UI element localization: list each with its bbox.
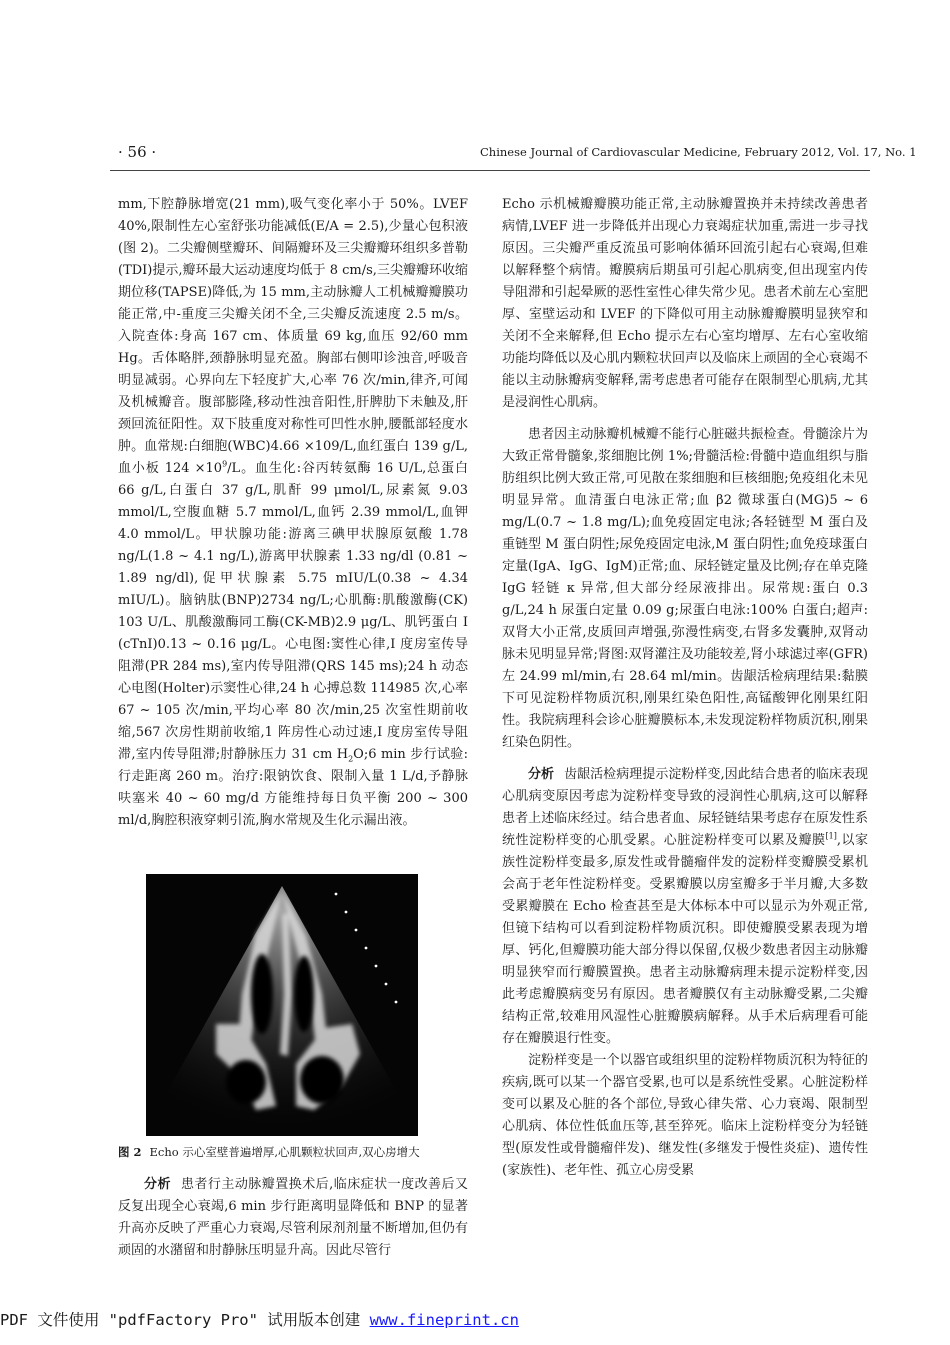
header-divider — [110, 170, 870, 171]
fineprint-link[interactable]: www.fineprint.cn — [369, 1311, 519, 1329]
pdf-watermark: PDF 文件使用 "pdfFactory Pro" 试用版本创建 www.fineprint.cn — [0, 1311, 519, 1329]
right-paragraph-2: 患者因主动脉瓣机械瓣不能行心脏磁共振检查。骨髓涂片为大致正常骨髓象,浆细胞比例 1%;骨髓活检:骨髓中造血组织与脂肪组织比例大致正常,可见散在浆细胞和巨核细胞;免疫组化未见明显异常。血清蛋白电泳正常;血 β2 微球蛋白(MG)5 ~ 6 mg/L(0.7 ~ 1.8 mg/L);血免疫固定电泳;各轻链型 M 蛋白及重链型 M 蛋白阴性;尿免疫固定电泳,M 蛋白阴性;血免疫球蛋白定量(IgA、IgG、IgM)正常;血、尿轻链定量及比例;存在单克隆 IgG 轻链 κ 异常,但大部分经尿液排出。尿常规:蛋白 0.3 g/L,24 h 尿蛋白定量 0.09 g;尿蛋白电泳:100% 白蛋白;超声:双肾大小正常,皮质回声增强,弥漫性病变,右肾多发囊肿,双肾动脉未见明显异常;肾图:双肾灌注及功能较差,肾小球滤过率(GFR)左 24.99 ml/min,右 28.64 ml/min。齿龈活检病理结果:黏膜下可见淀粉样物质沉积,刚果红染色阳性,高锰酸钾化刚果红阳性。我院病理科会诊心脏瓣膜标本,未发现淀粉样物质沉积,刚果红染色阴性。 — [502, 427, 868, 750]
right-paragraph-3: 分析 齿龈活检病理提示淀粉样变,因此结合患者的临床表现心肌病变原因考虑为淀粉样变导致的浸润性心肌病,这可以解释患者上述临床经过。结合患者血、尿轻链结果考虑存在原发性系统性淀粉样变的心肌受累。心脏淀粉样变可以累及瓣膜[1],以家族性淀粉样变最多,原发性或骨髓瘤伴发的淀粉样变瓣膜受累机会高于老年性淀粉样变。受累瓣膜以房室瓣多于半月瓣,大多数受累瓣膜在 Echo 检查甚至是大体标本中可以显示为外观正常,但镜下结构可以看到淀粉样物质沉积。即使瓣膜受累表现为增厚、钙化,但瓣膜功能大部分得以保留,仅极少数患者因主动脉瓣明显狭窄而行瓣膜置换。患者主动脉瓣病理未提示淀粉样变,因此考虑瓣膜病变另有原因。患者瓣膜仅有主动脉瓣受累,二尖瓣结构正常,较难用风湿性心脏瓣膜病解释。从手术后病理看可能存在瓣膜退行性变。 — [502, 767, 868, 1046]
right-paragraph-4: 淀粉样变是一个以器官或组织里的淀粉样物质沉积为特征的疾病,既可以某一个器官受累,也可以是系统性受累。心脏淀粉样变可以累及心脏的各个部位,导致心律失常、心力衰竭、限制型心肌病、体位性低血压等,甚至猝死。临床上淀粉样变分为轻链型(原发性或骨髓瘤伴发)、继发性(多继发于慢性炎症)、遗传性(家族性)、老年性、孤立心房受累 — [502, 1053, 868, 1178]
citation-ref: [1] — [825, 831, 837, 841]
section-label: 分析 — [144, 1177, 171, 1192]
echo-figure — [146, 874, 418, 1136]
page-number: · 56 · — [118, 143, 157, 161]
section-label: 分析 — [528, 767, 555, 782]
left-paragraph-1: mm,下腔静脉增宽(21 mm),吸气变化率小于 50%。LVEF 40%,限制性左心室舒张功能减低(E/A = 2.5),少量心包积液(图 2)。二尖瓣侧壁瓣环、间隔瓣环及三尖瓣瓣环组织多普勒(TDI)提示,瓣环最大运动速度均低于 8 cm/s,三尖瓣瓣环收缩期位移(TAPSE)降低,为 15 mm,主动脉瓣人工机械瓣瓣膜功能正常,中-重度三尖瓣关闭不全,三尖瓣反流速度 2.5 m/s。入院查体:身高 167 cm、体质量 69 kg,血压 92/60 mm Hg。舌体略胖,颈静脉明显充盈。胸部右侧叩诊浊音,呼吸音明显减弱。心界向左下轻度扩大,心率 76 次/min,律齐,可闻及机械瓣音。腹部膨隆,移动性浊音阳性,肝脾肋下未触及,肝颈回流征阳性。双下肢重度对称性可凹性水肿,腰骶部轻度水肿。血常规:白细胞(WBC)4.66 ×109/L,血红蛋白 139 g/L,血小板 $124 \times 10^9/L$。血生化:谷丙转氨酶 16 U/L,总蛋白 66 g/L,白蛋白 37 g/L,肌酐 99 μmol/L,尿素氮 9.03 mmol/L,空腹血糖 5.7 mmol/L,血钙 2.39 mmol/L,血钾 4.0 mmol/L。甲状腺功能:游离三碘甲状腺原氨酸 1.78 ng/L(1.8 ~ 4.1 ng/L),游离甲状腺素 1.33 ng/dl (0.81 ~ 1.89 ng/dl),促甲状腺素 5.75 mIU/L(0.38 ~ 4.34 mIU/L)。脑钠肽(BNP)2734 ng/L;心肌酶:肌酸激酶(CK) 103 U/L、肌酸激酶同工酶(CK-MB)2.9 μg/L、肌钙蛋白 I (cTnI)0.13 ~ 0.16 μg/L。心电图:窦性心律,I 度房室传导阻滞(PR 284 ms),室内传导阻滞(QRS 145 ms);24 h 动态心电图(Holter)示窦性心律,24 h 心搏总数 114985 次,心率 67 ~ 105 次/min,平均心率 80 次/min,25 次室性期前收缩,567 次房性期前收缩,1 阵房性心动过速,I 度房室传导阻滞,室内传导阻滞;肘静脉压力 31 cm $H_2O;6$ min 步行试验:行走距离 260 m。治疗:限钠饮食、限制入量 1 L/d,予静脉呋塞米 40 ~ 60 mg/d 方能维持每日负平衡 200 ~ 300 ml/d,胸腔积液穿刺引流,胸水常规及生化示漏出液。 — [118, 197, 468, 828]
right-paragraph-1: Echo 示机械瓣瓣膜功能正常,主动脉瓣置换并未持续改善患者病情,LVEF 进一步降低并出现心力衰竭症状加重,需进一步寻找原因。三尖瓣严重反流虽可影响体循环回流引起右心衰竭,但难以解释整个病情。瓣膜病后期虽可引起心肌病变,但出现室内传导阻滞和引起晕厥的恶性室性心律失常少见。患者术前左心室肥厚、室壁运动和 LVEF 的下降似可用主动脉瓣瓣膜明显狭窄和关闭不全来解释,但 Echo 提示左右心室均增厚、左右心室收缩功能均降低以及心肌内颗粒状回声以及临床上顽固的全心衰竭不能以主动脉瓣病变解释,需考虑患者可能存在限制型心肌病,尤其是浸润性心肌病。 — [502, 197, 868, 410]
right-column — [502, 194, 868, 1182]
left-paragraph-2: 分析 患者行主动脉瓣置换术后,临床症状一度改善后又反复出现全心衰竭,6 min 步行距离明显降低和 BNP 的显著升高亦反映了严重心力衰竭,尽管利尿剂剂量不断增加,但仍有顽固的水潴留和肘静脉压明显升高。因此尽管行 — [118, 1177, 468, 1258]
journal-header: Chinese Journal of Cardiovascular Medicine, February 2012, Vol. 17, No. 1 — [480, 145, 917, 159]
figure-label: 图 2 — [118, 1145, 142, 1159]
figure-caption: 图 2 Echo 示心室壁普遍增厚,心肌颗粒状回声,双心房增大 — [118, 1145, 420, 1159]
echo-image — [146, 874, 418, 1136]
